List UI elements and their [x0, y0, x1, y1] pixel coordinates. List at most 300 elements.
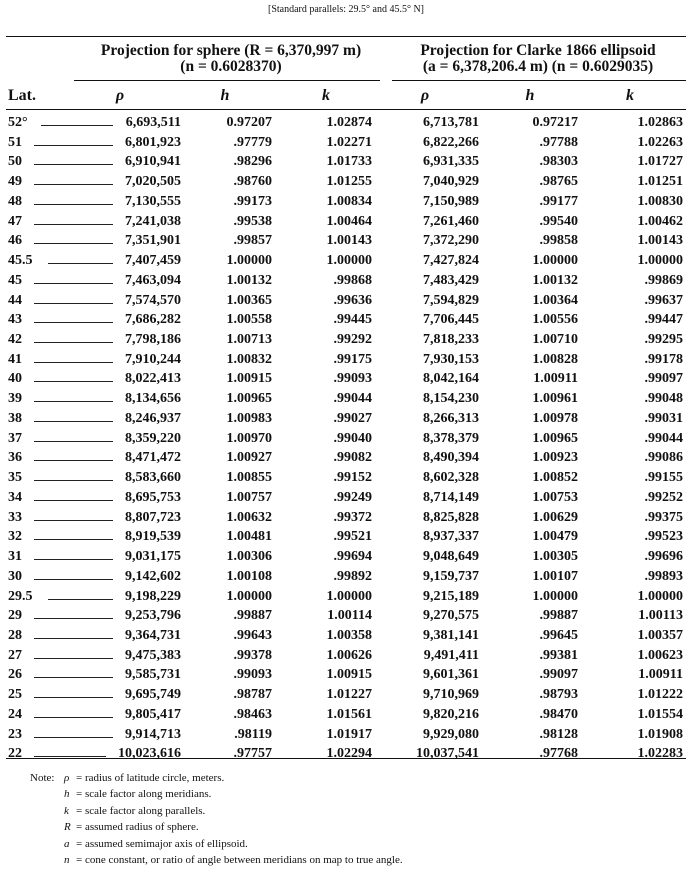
k-ellipsoid-cell: .99637	[644, 292, 683, 308]
rho-sphere-cell: 8,246,937	[125, 410, 181, 426]
rho-sphere-cell: 9,914,713	[125, 726, 181, 742]
k-ellipsoid-cell: 1.00462	[637, 213, 683, 229]
k-sphere-cell: 1.02874	[326, 115, 372, 130]
h-ellipsoid-cell: 1.00911	[533, 371, 578, 387]
h-ellipsoid-cell: 1.00923	[532, 450, 578, 466]
k-sphere-cell: 1.00834	[326, 193, 372, 209]
rho-ellipsoid-cell: 7,483,429	[423, 272, 479, 288]
h-sphere-cell: 1.00927	[226, 450, 272, 466]
ellipsoid-title: Projection for Clarke 1866 ellipsoid	[420, 42, 656, 59]
h-ellipsoid-cell: .98303	[539, 154, 578, 170]
k-ellipsoid-cell: 1.00357	[637, 627, 683, 643]
h-ellipsoid-cell: 1.00965	[532, 430, 578, 446]
leader-line	[34, 243, 113, 244]
lat-cell: 52°	[8, 115, 28, 130]
table-row	[0, 628, 692, 643]
rho-sphere-cell: 7,910,244	[125, 351, 181, 367]
rho-ellipsoid-cell: 9,929,080	[423, 726, 479, 742]
leader-line	[34, 618, 113, 619]
k-sphere-cell: 1.00143	[326, 233, 372, 249]
k-ellipsoid-cell: .99178	[644, 351, 683, 367]
k-ellipsoid-cell: .99044	[644, 430, 683, 446]
table-row	[0, 352, 692, 367]
lat-cell: 28	[8, 627, 22, 643]
rho-sphere-cell: 8,359,220	[125, 430, 181, 446]
h-ellipsoid-cell: 1.00710	[532, 332, 578, 348]
leader-line	[34, 283, 113, 284]
rho-sphere-cell: 7,798,186	[125, 332, 181, 348]
h-ellipsoid-cell: 1.00978	[532, 410, 578, 426]
h-sphere-cell: .98463	[233, 706, 272, 722]
table-row	[0, 608, 692, 623]
note-line	[30, 852, 403, 868]
h-sphere-cell: .98787	[233, 687, 272, 703]
h-ellipsoid-cell: .97788	[539, 134, 578, 150]
note-text: = radius of latitude circle, meters.	[76, 772, 225, 784]
h-ellipsoid-cell: 1.00000	[532, 588, 578, 604]
ellipsoid-header	[388, 43, 688, 75]
lat-cell: 45.5	[8, 253, 33, 269]
h-ellipsoid-cell: 1.00828	[532, 351, 578, 367]
h-ellipsoid-cell: 1.00629	[532, 509, 578, 525]
note-text: = scale factor along meridians.	[76, 788, 212, 801]
h-sphere-cell: .97757	[233, 746, 272, 762]
k-ellipsoid-cell: 1.01251	[637, 174, 683, 190]
h-ellipsoid-cell: .98793	[539, 687, 578, 703]
h-ellipsoid-cell: .99381	[539, 647, 578, 663]
k-sphere-cell: .99521	[333, 529, 372, 545]
col-header-k-sphere: k	[322, 87, 330, 104]
rho-ellipsoid-cell: 8,937,337	[423, 529, 479, 545]
h-sphere-cell: 1.00757	[226, 489, 272, 505]
rho-ellipsoid-cell: 7,594,829	[423, 292, 479, 308]
k-sphere-cell: .99082	[333, 450, 372, 466]
lat-cell: 33	[8, 509, 22, 525]
k-sphere-cell: .99093	[333, 371, 372, 387]
leader-line	[48, 263, 113, 264]
k-ellipsoid-cell: 1.01554	[637, 706, 683, 722]
h-sphere-cell: 1.00832	[226, 351, 272, 367]
table-row	[0, 135, 692, 150]
rho-sphere-cell: 7,463,094	[125, 272, 181, 288]
leader-line	[48, 599, 113, 600]
rho-sphere-cell: 7,351,901	[125, 233, 181, 249]
rho-sphere-cell: 7,241,038	[125, 213, 181, 229]
rho-sphere-cell: 9,475,383	[125, 647, 181, 663]
leader-line	[34, 717, 113, 718]
lat-cell: 34	[8, 489, 22, 505]
h-ellipsoid-cell: .98128	[539, 726, 578, 742]
note-symbol: a	[64, 837, 70, 850]
h-sphere-cell: 1.00713	[226, 332, 272, 348]
k-ellipsoid-cell: 1.00000	[637, 588, 683, 604]
table-row	[0, 391, 692, 406]
header-rule	[6, 109, 686, 110]
rho-sphere-cell: 8,134,656	[125, 391, 181, 407]
k-ellipsoid-cell: .99869	[644, 272, 683, 288]
h-ellipsoid-cell: .99177	[539, 193, 578, 209]
k-ellipsoid-cell: .99295	[644, 332, 683, 348]
rho-ellipsoid-cell: 8,042,164	[423, 371, 479, 387]
table-row	[0, 529, 692, 544]
table-row	[0, 332, 692, 347]
rho-ellipsoid-cell: 8,714,149	[423, 489, 479, 505]
rho-ellipsoid-cell: 7,150,989	[423, 193, 479, 209]
h-sphere-cell: .97779	[233, 134, 272, 150]
leader-line	[34, 322, 113, 323]
note-text: = assumed radius of sphere.	[76, 821, 199, 834]
h-sphere-cell: 1.00632	[226, 509, 272, 525]
leader-line	[34, 539, 113, 540]
table-row	[0, 411, 692, 426]
lat-cell: 40	[8, 371, 22, 387]
rho-sphere-cell: 7,020,505	[125, 174, 181, 190]
h-sphere-cell: 1.00365	[226, 292, 272, 308]
table-row	[0, 667, 692, 682]
rho-ellipsoid-cell: 9,820,216	[423, 706, 479, 722]
k-sphere-cell: 1.00915	[326, 667, 372, 683]
col-header-h-sphere: h	[220, 87, 230, 104]
rho-ellipsoid-cell: 9,601,361	[423, 667, 479, 683]
h-sphere-cell: .98296	[233, 154, 272, 170]
lat-cell: 37	[8, 430, 22, 446]
table-row	[0, 569, 692, 584]
note-line	[30, 770, 403, 786]
h-ellipsoid-cell: 1.00364	[532, 292, 578, 308]
top-rule	[6, 36, 686, 37]
rho-ellipsoid-cell: 9,215,189	[423, 588, 479, 604]
k-sphere-cell: 1.00000	[326, 253, 372, 269]
lat-cell: 27	[8, 647, 22, 663]
rho-ellipsoid-cell: 9,381,141	[423, 627, 479, 643]
sphere-title: Projection for sphere (R = 6,370,997 m)	[100, 42, 362, 59]
lat-cell: 51	[8, 134, 22, 150]
lat-cell: 47	[8, 213, 22, 229]
h-sphere-cell: .98760	[233, 174, 272, 190]
table-row	[0, 687, 692, 702]
h-ellipsoid-cell: 1.00961	[532, 391, 578, 407]
k-ellipsoid-cell: 1.00143	[637, 233, 683, 249]
note-symbol: R	[64, 821, 71, 834]
table-row	[0, 174, 692, 189]
note-symbol: n	[64, 854, 70, 867]
lat-cell: 24	[8, 706, 22, 722]
table-row	[0, 154, 692, 169]
rho-ellipsoid-cell: 7,427,824	[423, 253, 479, 269]
k-ellipsoid-cell: 1.00830	[637, 193, 683, 209]
table-row	[0, 549, 692, 564]
lat-cell: 41	[8, 351, 22, 367]
note-text: = cone constant, or ratio of angle between meridians on map to true angle.	[76, 854, 403, 867]
k-sphere-cell: 1.00464	[326, 213, 372, 229]
h-ellipsoid-cell: 1.00479	[532, 529, 578, 545]
k-ellipsoid-cell: 1.02283	[637, 746, 683, 762]
sphere-subtitle: (n = 0.6028370)	[180, 58, 282, 75]
k-sphere-cell: .99040	[333, 430, 372, 446]
leader-line	[34, 421, 113, 422]
k-sphere-cell: .99027	[333, 410, 372, 426]
k-ellipsoid-cell: .99252	[644, 489, 683, 505]
h-ellipsoid-cell: 1.00107	[532, 568, 578, 584]
leader-line	[34, 381, 113, 382]
k-ellipsoid-cell: 1.01222	[637, 687, 683, 703]
table-row	[0, 194, 692, 209]
leader-line	[41, 125, 113, 126]
h-ellipsoid-cell: .99645	[539, 627, 578, 643]
table-row	[0, 214, 692, 229]
lat-cell: 38	[8, 410, 22, 426]
table-row	[0, 589, 692, 604]
k-sphere-cell: 1.01227	[326, 687, 372, 703]
k-sphere-cell: 1.01255	[326, 174, 372, 190]
leader-line	[34, 579, 113, 580]
lat-cell: 29	[8, 608, 22, 624]
leader-line	[34, 677, 113, 678]
lat-cell: 39	[8, 391, 22, 407]
k-sphere-cell: 1.00000	[326, 588, 372, 604]
lat-cell: 45	[8, 272, 22, 288]
leader-line	[34, 638, 113, 639]
k-ellipsoid-cell: 1.00113	[638, 608, 683, 624]
table-row	[0, 273, 692, 288]
rho-ellipsoid-cell: 9,491,411	[423, 647, 479, 663]
rho-sphere-cell: 9,805,417	[125, 706, 181, 722]
leader-line	[34, 658, 113, 659]
k-ellipsoid-cell: .99375	[644, 509, 683, 525]
k-sphere-cell: .99249	[333, 489, 372, 505]
rho-sphere-cell: 7,130,555	[125, 193, 181, 209]
rho-ellipsoid-cell: 8,490,394	[423, 450, 479, 466]
leader-line	[34, 401, 113, 402]
leader-line	[34, 164, 113, 165]
h-sphere-cell: 1.00558	[226, 312, 272, 328]
note-symbol: h	[64, 788, 70, 801]
h-ellipsoid-cell: 1.00000	[532, 253, 578, 269]
leader-line	[34, 204, 113, 205]
k-ellipsoid-cell: 1.01727	[637, 154, 683, 170]
note-symbol: k	[64, 804, 69, 817]
table-row	[0, 490, 692, 505]
rho-ellipsoid-cell: 7,818,233	[423, 332, 479, 348]
k-sphere-cell: 1.00358	[326, 627, 372, 643]
leader-line	[34, 224, 113, 225]
col-header-k-ellipsoid: k	[626, 87, 634, 104]
rho-sphere-cell: 9,695,749	[125, 687, 181, 703]
sphere-header-underline	[74, 80, 380, 81]
leader-line	[34, 737, 113, 738]
table-row	[0, 707, 692, 722]
k-ellipsoid-cell: .99048	[644, 391, 683, 407]
h-sphere-cell: 0.97207	[226, 115, 272, 130]
k-sphere-cell: 1.02271	[326, 134, 372, 150]
k-sphere-cell: .99892	[333, 568, 372, 584]
rho-ellipsoid-cell: 9,270,575	[423, 608, 479, 624]
h-sphere-cell: .99887	[233, 608, 272, 624]
col-header-rho-ellipsoid: ρ	[420, 87, 430, 104]
note-line	[30, 803, 403, 819]
k-ellipsoid-cell: .99523	[644, 529, 683, 545]
rho-ellipsoid-cell: 8,825,828	[423, 509, 479, 525]
table-row	[0, 510, 692, 525]
rho-sphere-cell: 7,686,282	[125, 312, 181, 328]
rho-sphere-cell: 8,695,753	[125, 489, 181, 505]
note-text: = scale factor along parallels.	[76, 804, 206, 817]
table-row	[0, 431, 692, 446]
lat-cell: 43	[8, 312, 22, 328]
rho-sphere-cell: 8,022,413	[125, 371, 181, 387]
h-sphere-cell: 1.00132	[226, 272, 272, 288]
rho-ellipsoid-cell: 9,048,649	[423, 549, 479, 565]
note-prefix: Note:	[30, 772, 55, 784]
lat-cell: 46	[8, 233, 22, 249]
leader-line	[34, 460, 113, 461]
rho-sphere-cell: 9,585,731	[125, 667, 181, 683]
lat-cell: 49	[8, 174, 22, 190]
lat-cell: 26	[8, 667, 22, 683]
h-sphere-cell: 1.00000	[226, 253, 272, 269]
rho-ellipsoid-cell: 6,822,266	[423, 134, 479, 150]
k-sphere-cell: .99044	[333, 391, 372, 407]
k-ellipsoid-cell: .99031	[644, 410, 683, 426]
table-row	[0, 115, 692, 130]
leader-line	[34, 441, 113, 442]
rho-sphere-cell: 7,574,570	[125, 292, 181, 308]
ellipsoid-header-underline	[392, 80, 686, 81]
lat-cell: 50	[8, 154, 22, 170]
h-ellipsoid-cell: .99858	[539, 233, 578, 249]
leader-line	[34, 145, 113, 146]
lat-cell: 32	[8, 529, 22, 545]
note-line	[30, 786, 403, 802]
k-sphere-cell: .99636	[333, 292, 372, 308]
rho-sphere-cell: 8,471,472	[125, 450, 181, 466]
lat-cell: 29.5	[8, 588, 33, 604]
lat-cell: 48	[8, 193, 22, 209]
h-sphere-cell: 1.00000	[226, 588, 272, 604]
k-sphere-cell: 1.00114	[327, 608, 372, 624]
note-symbol: ρ	[64, 772, 70, 784]
h-ellipsoid-cell: 1.00132	[532, 272, 578, 288]
lat-cell: 35	[8, 470, 22, 486]
h-sphere-cell: 1.00306	[226, 549, 272, 565]
rho-sphere-cell: 8,583,660	[125, 470, 181, 486]
table-row	[0, 371, 692, 386]
rho-ellipsoid-cell: 8,602,328	[423, 470, 479, 486]
k-ellipsoid-cell: .99696	[644, 549, 683, 565]
k-ellipsoid-cell: 1.00623	[637, 647, 683, 663]
lat-cell: 31	[8, 549, 22, 565]
rho-ellipsoid-cell: 6,931,335	[423, 154, 479, 170]
rho-sphere-cell: 8,807,723	[125, 509, 181, 525]
bottom-rule	[6, 758, 686, 759]
table-row	[0, 450, 692, 465]
sphere-header	[72, 43, 390, 75]
k-ellipsoid-cell: .99447	[644, 312, 683, 328]
h-sphere-cell: 1.00108	[226, 568, 272, 584]
col-header-h-ellipsoid: h	[525, 87, 535, 104]
rho-sphere-cell: 6,801,923	[125, 134, 181, 150]
rho-sphere-cell: 9,142,602	[125, 568, 181, 584]
k-sphere-cell: .99175	[333, 351, 372, 367]
k-ellipsoid-cell: 1.00000	[637, 253, 683, 269]
rho-sphere-cell: 9,031,175	[125, 549, 181, 565]
rho-ellipsoid-cell: 7,261,460	[423, 213, 479, 229]
h-sphere-cell: 1.00983	[226, 410, 272, 426]
h-sphere-cell: 1.00965	[226, 391, 272, 407]
ellipsoid-subtitle: (a = 6,378,206.4 m) (n = 0.6029035)	[422, 58, 654, 75]
k-sphere-cell: .99152	[333, 470, 372, 486]
k-sphere-cell: 1.00626	[326, 647, 372, 663]
notes	[30, 770, 403, 868]
rho-ellipsoid-cell: 7,706,445	[423, 312, 479, 328]
leader-line	[34, 303, 113, 304]
h-sphere-cell: .99857	[233, 233, 272, 249]
rho-ellipsoid-cell: 7,930,153	[423, 351, 479, 367]
k-ellipsoid-cell: .99086	[644, 450, 683, 466]
k-ellipsoid-cell: .99097	[644, 371, 683, 387]
h-sphere-cell: .99643	[233, 627, 272, 643]
h-sphere-cell: .99538	[233, 213, 272, 229]
leader-line	[34, 520, 113, 521]
rho-sphere-cell: 7,407,459	[125, 253, 181, 269]
k-sphere-cell: .99694	[333, 549, 372, 565]
rho-ellipsoid-cell: 7,372,290	[423, 233, 479, 249]
table-row	[0, 470, 692, 485]
rho-ellipsoid-cell: 9,710,969	[423, 687, 479, 703]
note-line	[30, 819, 403, 835]
rho-ellipsoid-cell: 8,378,379	[423, 430, 479, 446]
rho-ellipsoid-cell: 8,154,230	[423, 391, 479, 407]
h-ellipsoid-cell: .97768	[539, 746, 578, 762]
k-sphere-cell: .99445	[333, 312, 372, 328]
leader-line	[34, 500, 113, 501]
h-sphere-cell: .98119	[234, 726, 272, 742]
h-sphere-cell: 1.00915	[226, 371, 272, 387]
h-sphere-cell: .99378	[233, 647, 272, 663]
table-row	[0, 648, 692, 663]
rho-sphere-cell: 9,364,731	[125, 627, 181, 643]
leader-line	[34, 342, 113, 343]
lat-cell: 25	[8, 687, 22, 703]
table-row	[0, 253, 692, 268]
lat-cell: 22	[8, 746, 22, 762]
leader-line	[34, 362, 113, 363]
k-ellipsoid-cell: .99893	[644, 568, 683, 584]
rho-sphere-cell: 8,919,539	[125, 529, 181, 545]
note-text: = assumed semimajor axis of ellipsoid.	[76, 837, 248, 850]
k-sphere-cell: .99372	[333, 509, 372, 525]
rho-sphere-cell: 9,198,229	[125, 588, 181, 604]
h-ellipsoid-cell: 1.00305	[532, 549, 578, 565]
leader-line	[34, 697, 113, 698]
rho-ellipsoid-cell: 6,713,781	[423, 115, 479, 130]
h-sphere-cell: 1.00855	[226, 470, 272, 486]
lat-cell: 44	[8, 292, 22, 308]
table-row	[0, 293, 692, 308]
k-sphere-cell: 1.01733	[326, 154, 372, 170]
lat-cell: 42	[8, 332, 22, 348]
lat-cell: 23	[8, 726, 22, 742]
k-ellipsoid-cell: 1.00911	[638, 667, 683, 683]
h-ellipsoid-cell: .99097	[539, 667, 578, 683]
lat-cell: 36	[8, 450, 22, 466]
table-row	[0, 233, 692, 248]
leader-line	[34, 480, 113, 481]
h-sphere-cell: 1.00970	[226, 430, 272, 446]
rho-ellipsoid-cell: 8,266,313	[423, 410, 479, 426]
h-sphere-cell: .99093	[233, 667, 272, 683]
h-ellipsoid-cell: .99887	[539, 608, 578, 624]
